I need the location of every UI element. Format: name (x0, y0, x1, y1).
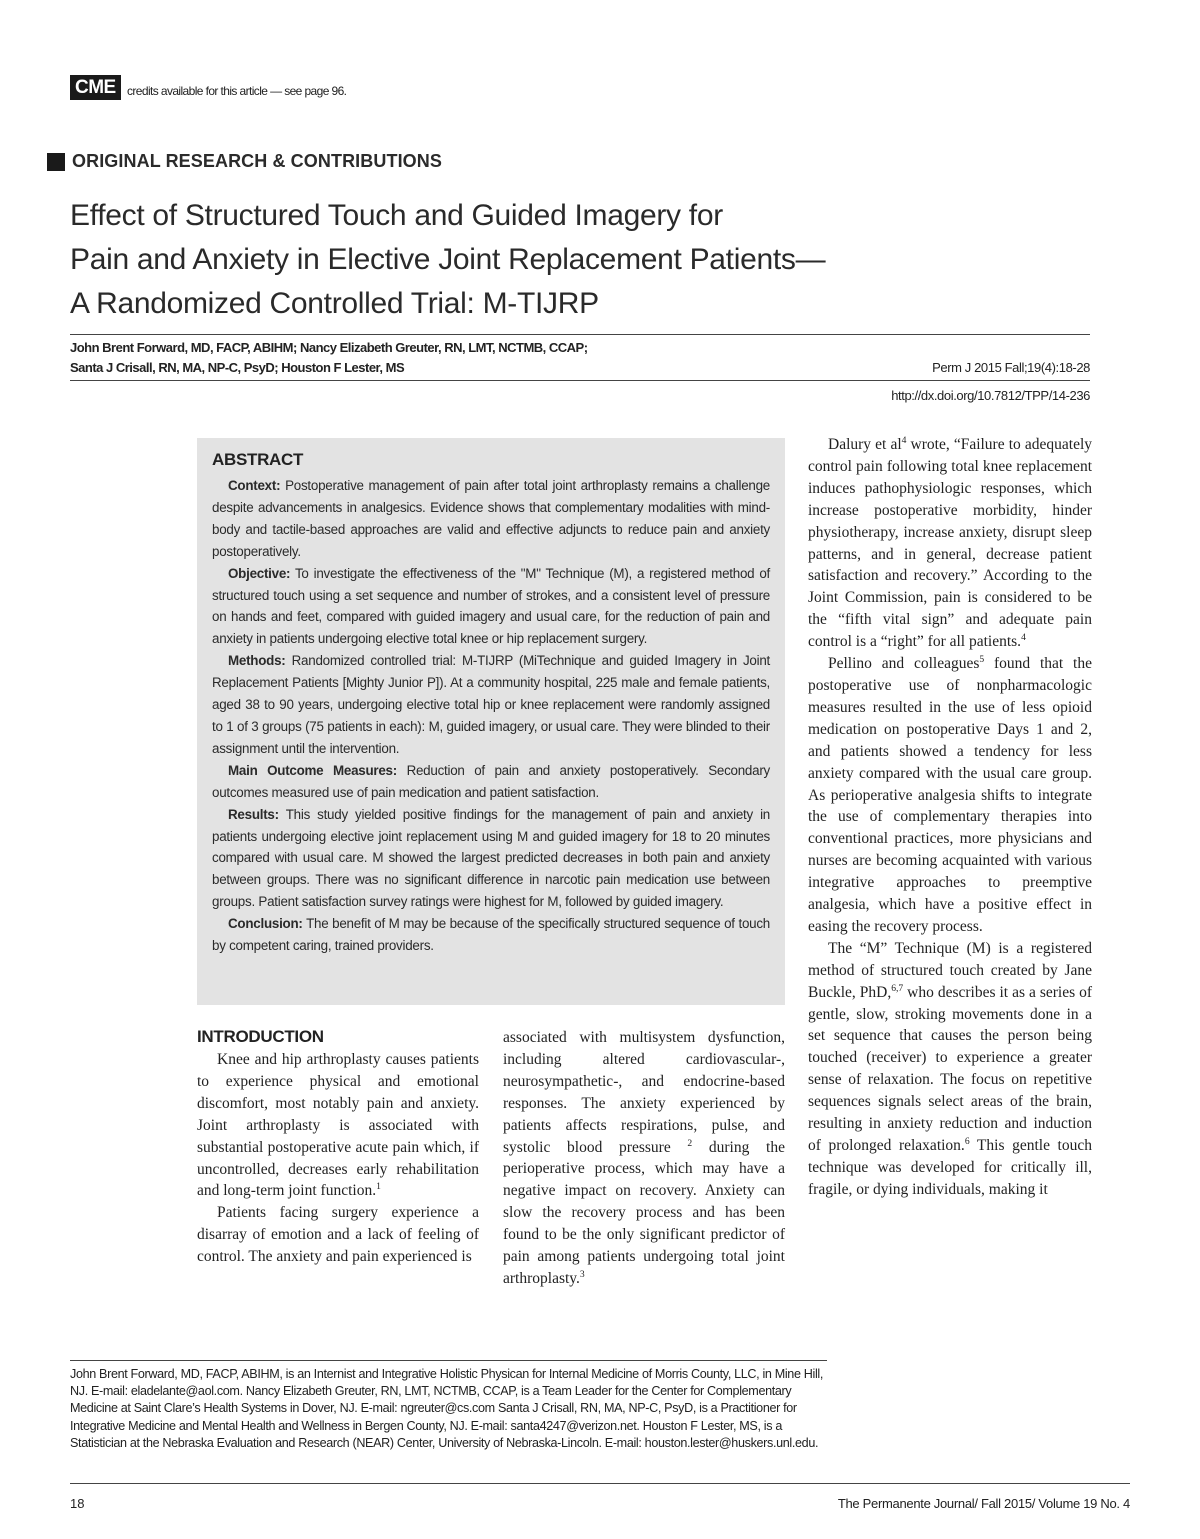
intro-paragraph-2: Patients facing surgery experience a disarray of emotion and a lack of feeling of control. The anxiety and pain experienced is (197, 1204, 479, 1266)
abstract-heading: ABSTRACT (212, 450, 304, 469)
doi-link[interactable]: http://dx.doi.org/10.7812/TPP/14-236 (891, 388, 1090, 403)
reference-marker[interactable]: 6 (964, 1135, 970, 1147)
intro-paragraph-1: Knee and hip arthroplasty causes patients to experience physical and emotional discomfort, most notably pain and anxiety. Joint arthroplasty is associated with substantial postoperative acute pain which, if uncontrolled, decreases early rehabilitation and long-term joint function.$^1$ (197, 1051, 479, 1200)
authors-line-1: John Brent Forward, MD, FACP, ABIHM; Nancy Elizabeth Greuter, RN, LMT, NCTMB, CCAP; (70, 340, 588, 355)
authors-divider (70, 380, 1090, 381)
reference-marker[interactable]: 5 (979, 653, 985, 665)
right-paragraph-2: Pellino and colleagues$^5$ found that the postoperative use of nonpharmacologic measures resulted in the use of less opioid medication on postoperative Days 1 and 2, and patients showed a tendency for less anxiety compared with the usual care group. As perioperative analgesia shifts to integrate the use of complementary therapies into conventional practices, more physicians and nurses are becoming acquainted with various integrative approaches to preemptive analgesia, which have a positive effect in easing the recovery process. (808, 653, 1092, 935)
right-paragraph-3: The “M” Technique (M) is a registered method of structured touch created by Jane Buckle, PhD,$^{6,7}$ who describes it as a series of gentle, slow, stroking movements done in a set sequence that causes the person being touched (receiver) to experience a greater sense of relaxation. The focus on repetitive sequences signals select areas of the brain, resulting in anxiety reduction and induction of prolonged relaxation.$^6$ This gentle touch technique was developed for critically ill, fragile, or dying individuals, making it (808, 939, 1092, 1198)
section-marker-square (47, 153, 65, 171)
body-column-right (808, 434, 1092, 1201)
abstract-context: Context: Postoperative management of pain after total joint arthroplasty remains a challenge despite advancements in analgesics. Evidence shows that complementary modalities with mind-body and tactile-based approaches are valid and effective adjuncts to reduce pain and anxiety postoperatively. (212, 478, 770, 559)
abstract-outcome-measures: Main Outcome Measures: Reduction of pain and anxiety postoperatively. Secondary outcomes measured use of pain medication and patient satisfaction. (212, 762, 770, 800)
reference-marker[interactable]: 2 (687, 1137, 693, 1149)
reference-marker[interactable]: 3 (579, 1268, 585, 1280)
body-column-middle (503, 1027, 785, 1290)
footnote-divider (70, 1360, 827, 1361)
author-affiliations-footnote: John Brent Forward, MD, FACP, ABIHM, is an Internist and Integrative Holistic Physican for Internal Medicine of Morris County, LLC, in Mine Hill, NJ. E-mail: eladelante@aol.com. Nancy Elizabeth Greuter, RN, LMT, NCTMB, CCAP, is a Team Leader for the Center for Complementary Medicine at Saint Clare’s Health Systems in Dover, NJ. E-mail: ngreuter@cs.com Santa J Crisall, RN, MA, NP-C, PsyD, is a Practitioner for Integrative Medicine and Mental Health and Wellness in Bergen County, NJ. E-mail: santa4247@verizon.net. Houston F Lester, MS, is a Statistician at the Nebraska Evaluation and Research (NEAR) Center, University of Nebraska-Lincoln. E-mail: houston.lester@huskers.unl.edu. (70, 1367, 824, 1450)
reference-marker[interactable]: 4 (901, 434, 907, 446)
page-number: 18 (70, 1496, 85, 1511)
introduction-heading: INTRODUCTION (197, 1027, 324, 1046)
cme-badge: CME (70, 75, 121, 100)
abstract-body (212, 475, 770, 957)
authors-line-2: Santa J Crisall, RN, MA, NP-C, PsyD; Houston F Lester, MS (70, 360, 405, 375)
article-title (70, 194, 1100, 326)
right-paragraph-1: Dalury et $al^4$ wrote, “Failure to adequately control pain following total knee replacement induces pathophysiologic responses, which increase postoperative morbidity, hinder physiotherapy, increase anxiety, disrupt sleep patterns, and in general, decrease patient satisfaction and recovery.” According to the Joint Commission, pain is considered to be the “fifth vital sign” and adequate pain control is a “right” for all patients.$^4$ (808, 434, 1093, 651)
title-line-3: A Randomized Controlled Trial: M-TIJRP (70, 287, 599, 320)
journal-footer: The Permanente Journal/ Fall 2015/ Volume 19 No. 4 (837, 1496, 1130, 1511)
title-line-1: Effect of Structured Touch and Guided Imagery for (70, 199, 723, 232)
reference-marker[interactable]: 1 (376, 1181, 381, 1193)
journal-citation: Perm J 2015 Fall;19(4):18-28 (932, 360, 1090, 375)
abstract-objective: Objective: To investigate the effectiveness of the "M" Technique (M), a registered method of structured touch using a set sequence and number of strokes, and a consistent level of pressure on hands and feet, compared with guided imagery and usual care, for the reduction of pain and anxiety in patients undergoing elective total knee or hip replacement surgery. (212, 565, 770, 647)
abstract-methods: Methods: Randomized controlled trial: M-TIJRP (MiTechnique and guided Imagery in Joint Replacement Patients [Mighty Junior P]). At a community hospital, 225 male and female patients, aged 38 to 90 years, undergoing elective total hip or knee replacement were randomly assigned to 1 of 3 groups (75 patients in each): M, guided imagery, or usual care. They were blinded to their assignment until the intervention. (212, 653, 770, 756)
intro-paragraph-2-continuation: associated with multisystem dysfunction, including altered cardiovascular-, neurosympathetic-, and endocrine-based responses. The anxiety experienced by patients affects respirations, pulse, and systolic blood pressure (503, 1029, 785, 1156)
abstract-conclusion: Conclusion: The benefit of M may be because of the specifically structured sequence of touch by competent caring, trained providers. (212, 916, 770, 954)
section-label: ORIGINAL RESEARCH & CONTRIBUTIONS (72, 151, 442, 171)
abstract-results: Results: This study yielded positive findings for the management of pain and anxiety in patients undergoing elective joint replacement using M and guided imagery for 18 to 20 minutes compared with usual care. M showed the largest predicted decreases in both pain and anxiety between groups. There was no significant difference in narcotic pain medication use between groups. Patient satisfaction survey ratings were highest for M, followed by guided imagery. (212, 806, 770, 910)
footer-divider (70, 1483, 1130, 1484)
intro-paragraph-2-continued: associated with multisystem dysfunction, including altered cardiovascular-, neurosympathetic-, and endocrine-based responses. The anxiety experienced by patients affects respirations, pulse, and systolic blood pressure $^2$ during the perioperative process, which may have a negative impact on recovery. Anxiety can slow the recovery process and has been found to be the only significant predictor of pain among patients undergoing total joint arthroplasty.$^3$ (503, 1029, 785, 1287)
reference-marker[interactable]: 6,7 (891, 982, 904, 994)
cme-credits-note: credits available for this article — see page 96. (127, 84, 347, 98)
title-divider (70, 334, 1090, 335)
title-line-2: Pain and Anxiety in Elective Joint Replacement Patients— (70, 243, 826, 276)
reference-marker[interactable]: 4 (1021, 632, 1026, 643)
body-column-left (197, 1049, 479, 1268)
